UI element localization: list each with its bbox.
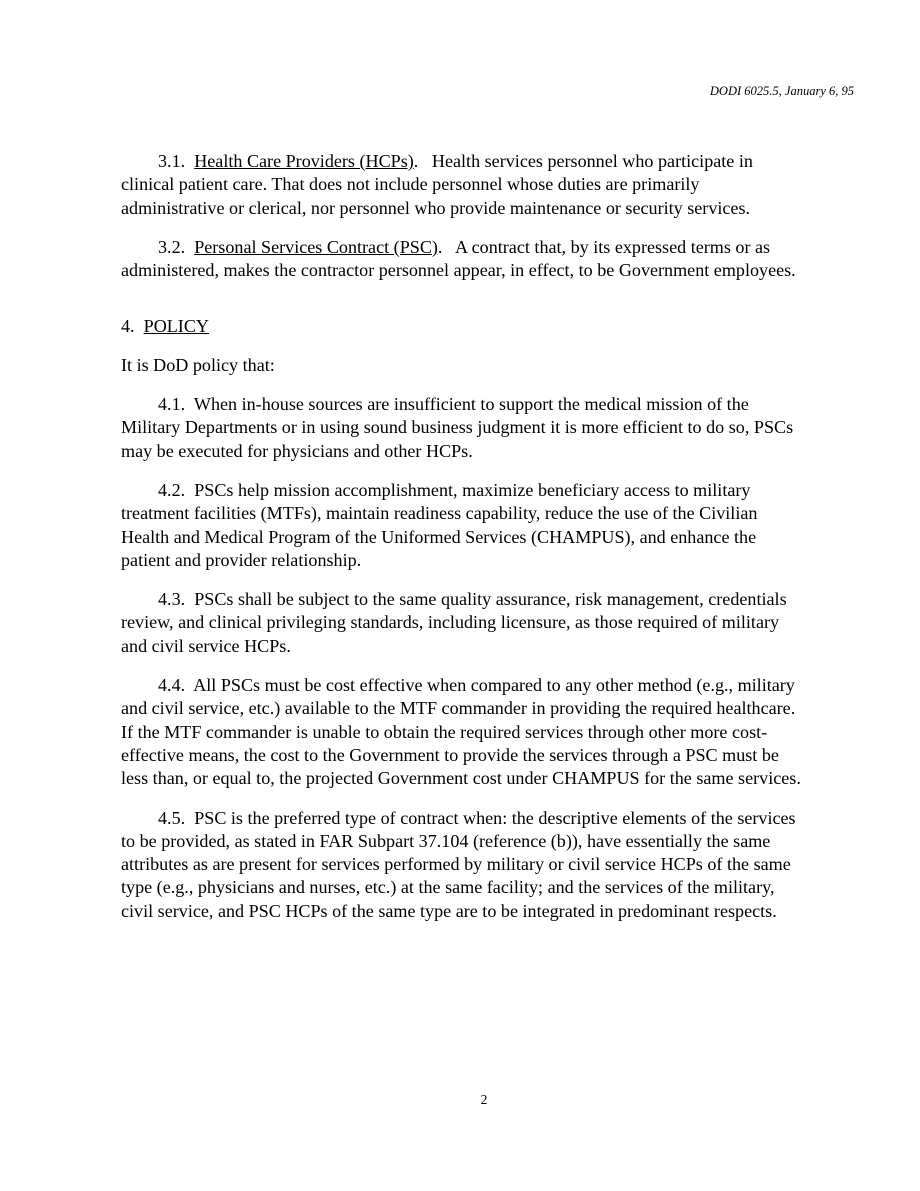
policy-item-4-3 [121,588,803,658]
item-text: PSC is the preferred type of contract when: the descriptive elements of the services to be provided, as stated in FAR Subpart 37.104 (reference (b)), have essentially the same attributes as are present for services performed by military or civil service HCPs of the same type (e.g., physicians and nurses, etc.) at the same facility; and the services of the military, civil service, and PSC HCPs of the same type are to be integrated in predominant respects. [121,807,796,921]
policy-item-4-2 [121,479,803,572]
policy-item-4-5 [121,807,803,923]
item-number: 4.3. [158,589,186,610]
definition-text: A contract that, by its expressed terms or as administered, makes the contractor personnel appear, in effect, to be Government employees. [121,236,796,281]
definition-term: Personal Services Contract (PSC) [194,236,438,257]
definition-number: 3.2. [158,236,186,257]
definition-term: Health Care Providers (HCPs) [194,151,414,171]
policy-item-4-1 [121,393,803,463]
definition-number: 3.1. [158,151,186,171]
item-text: All PSCs must be cost effective when compared to any other method (e.g., military and civil service, etc.) available to the MTF commander in providing the required healthcare. If the MTF commander is unable to obtain the required services through other more cost-effective means, the cost to the Government to provide the services through a PSC must be less than, or equal to, the projected Government cost under CHAMPUS for the same services. [121,675,801,789]
item-text: PSCs shall be subject to the same quality assurance, risk management, credentials review, and clinical privileging standards, including licensure, as those required of military and civil service HCPs. [121,589,787,656]
definition-3-1: 3.1. Health Care Providers (HCPs). Health services personnel who participate in clinical patient care. That does not include personnel whose duties are primarily administrative or clerical, nor personnel who provide maintenance or security services. [121,151,753,218]
section-heading-policy [121,315,803,338]
section-number: 4. [121,316,135,337]
item-number: 4.1. [158,394,186,415]
item-number: 4.4. [158,675,186,696]
item-number: 4.5. [158,807,186,828]
policy-intro: It is DoD policy that: [121,354,275,375]
item-text: When in-house sources are insufficient to support the medical mission of the Military Departments or in using sound business judgment it is more efficient to do so, PSCs may be executed for physicians and other HCPs. [121,394,794,461]
document-body [121,150,803,939]
section-title: POLICY [143,316,209,337]
item-number: 4.2. [158,479,186,500]
policy-item-4-4 [121,674,803,790]
item-text: PSCs help mission accomplishment, maximize beneficiary access to military treatment facilities (MTFs), maintain readiness capability, reduce the use of the Civilian Health and Medical Program of the Uniformed Services (CHAMPUS), and enhance the patient and provider relationship. [121,479,758,570]
definition-text: Health services personnel who participate in clinical patient care. That does not include personnel whose duties are primarily administrative or clerical, nor personnel who provide maintenance or security services. [121,151,753,218]
page-number: 2 [480,1092,488,1107]
definition-3-2: 3.2. Personal Services Contract (PSC). A contract that, by its expressed terms or as administered, makes the contractor personnel appear, in effect, to be Government employees. [121,236,796,281]
document-reference-header: DODI 6025.5, January 6, 95 [709,84,854,98]
